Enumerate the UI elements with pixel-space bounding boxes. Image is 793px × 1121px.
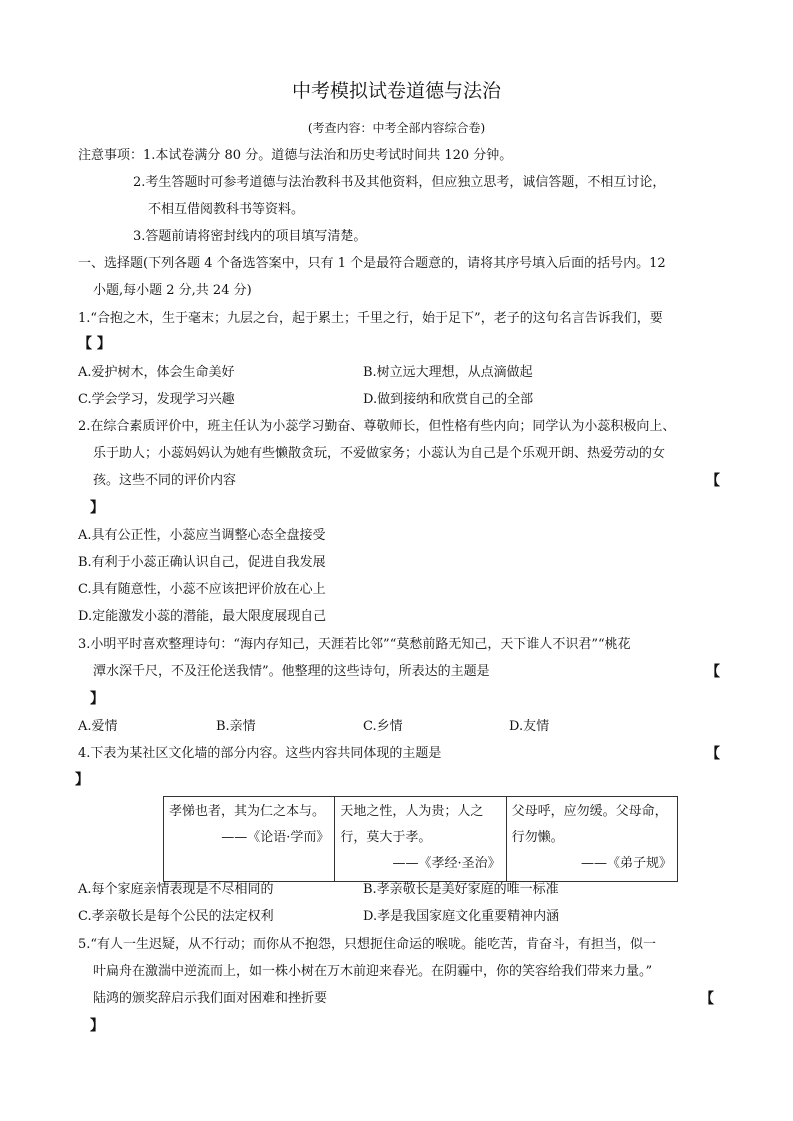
section-header-line-2: 小题,每小题 2 分,共 24 分) [93,283,252,298]
culture-wall-source: ——《孝经·圣治》 [392,856,501,871]
question-4-option-d[interactable]: D.孝是我国家庭文化重要精神内涵 [363,909,560,924]
section-header-line-1: 一、选择题(下列各题 4 个备选答案中，只有 1 个是最符合题意的，请将其序号填入后面的括号内。12 [78,256,666,271]
question-3-option-a[interactable]: A.爱情 [78,719,118,734]
question-2-option-d[interactable]: D.定能激发小蕊的潜能，最大限度展现自己 [78,609,327,624]
question-2-option-a[interactable]: A.具有公正性，小蕊应当调整心态全盘接受 [78,528,326,543]
notice-line-3: 不相互借阅教科书等资料。 [148,202,305,217]
question-2-stem-line-1: 2.在综合素质评价中，班主任认为小蕊学习勤奋、尊敬师长，但性格有些内向；同学认为小蕊积极向上、 [78,419,676,434]
notice-line-4: 3.答题前请将密封线内的项目填写清楚。 [133,229,367,244]
culture-wall-table [163,796,678,882]
question-2-stem-line-2: 乐于助人；小蕊妈妈认为她有些懒散贪玩，不爱做家务；小蕊认为自己是个乐观开朗、热爱劳动的女 [93,446,666,461]
question-2-option-b[interactable]: B.有利于小蕊正确认识自己，促进自我发展 [78,555,326,570]
question-5-stem-line-2: 叶扁舟在激湍中逆流而上，如一株小树在万木前迎来春光。在阴霾中，你的笑容给我们带来力量。” [93,964,653,979]
question-5-stem-line-1: 5.“有人一生迟疑，从不行动；而你从不抱怨，只想扼住命运的喉咙。能吃苦，肯奋斗，有担当，似一 [78,937,657,952]
question-4-bracket-open[interactable]: 【 [706,746,720,762]
question-4-bracket-close[interactable]: 】 [75,772,89,788]
page-subtitle: (考查内容：中考全部内容综合卷) [307,121,486,135]
question-3-stem-line-2: 潭水深千尺，不及汪伦送我情”。他整理的这些诗句，所表达的主题是 [93,664,490,679]
culture-wall-cell [335,797,506,882]
question-4-option-c[interactable]: C.孝亲敬长是每个公民的法定权利 [78,909,274,924]
question-5-stem-line-3: 陆鸿的颁奖辞启示我们面对困难和挫折要 [93,991,328,1006]
culture-wall-quote: 天地之性，人为贵；人之行，莫大于孝。 [340,804,484,845]
question-3-option-d[interactable]: D.友情 [509,719,550,734]
page-title: 中考模拟试卷道德与法治 [291,80,501,102]
culture-wall-source: ——《弟子规》 [580,856,672,871]
question-2-option-c[interactable]: C.具有随意性，小蕊不应该把评价放在心上 [78,582,326,597]
question-1-answer-bracket[interactable]: 【 】 [78,336,111,352]
culture-wall-source: ——《论语·学而》 [221,830,330,845]
question-3-option-b[interactable]: B.亲情 [216,719,256,734]
culture-wall-row [164,797,678,882]
question-1-option-d[interactable]: D.做到接纳和欣赏自己的全部 [363,392,534,407]
question-4-stem: 4.下表为某社区文化墙的部分内容。这些内容共同体现的主题是 [78,746,442,761]
culture-wall-quote: 父母呼，应勿缓。父母命，行勿懒。 [511,804,668,845]
question-1-option-b[interactable]: B.树立远大理想，从点滴做起 [363,365,533,380]
question-1-option-a[interactable]: A.爱护树木，体会生命美好 [78,365,235,380]
question-2-bracket-close[interactable]: 】 [90,500,104,516]
question-3-option-c[interactable]: C.乡情 [363,719,403,734]
question-2-bracket-open[interactable]: 【 [706,473,720,489]
question-2-stem-line-3: 孩。这些不同的评价内容 [93,473,237,488]
culture-wall-quote: 孝悌也者，其为仁之本与。 [169,804,326,819]
question-3-bracket-open[interactable]: 【 [706,664,720,680]
culture-wall-cell [164,797,335,882]
question-3-stem-line-1: 3.小明平时喜欢整理诗句：“海内存知己，天涯若比邻”“莫愁前路无知己，天下谁人不识君”“桃花 [78,637,631,652]
question-5-bracket-close[interactable]: 】 [90,1018,104,1034]
question-3-bracket-close[interactable]: 】 [90,691,104,707]
notice-line-2: 2.考生答题时可参考道德与法治教科书及其他资料，但应独立思考，诚信答题，不相互讨论， [133,175,666,190]
notice-line-1: 注意事项：1.本试卷满分 80 分。道德与法治和历史考试时间共 120 分钟。 [78,148,513,163]
question-4-option-b[interactable]: B.孝亲敬长是美好家庭的唯一标准 [363,882,559,897]
culture-wall-cell [506,797,677,882]
question-5-bracket-open[interactable]: 【 [700,991,714,1007]
question-1-option-c[interactable]: C.学会学习，发现学习兴趣 [78,392,235,407]
question-4-option-a[interactable]: A.每个家庭亲情表现是不尽相同的 [78,882,274,897]
question-1-stem: 1.“合抱之木，生于毫末；九层之台，起于累土；千里之行，始于足下”，老子的这句名言告诉我们，要 [78,311,663,326]
